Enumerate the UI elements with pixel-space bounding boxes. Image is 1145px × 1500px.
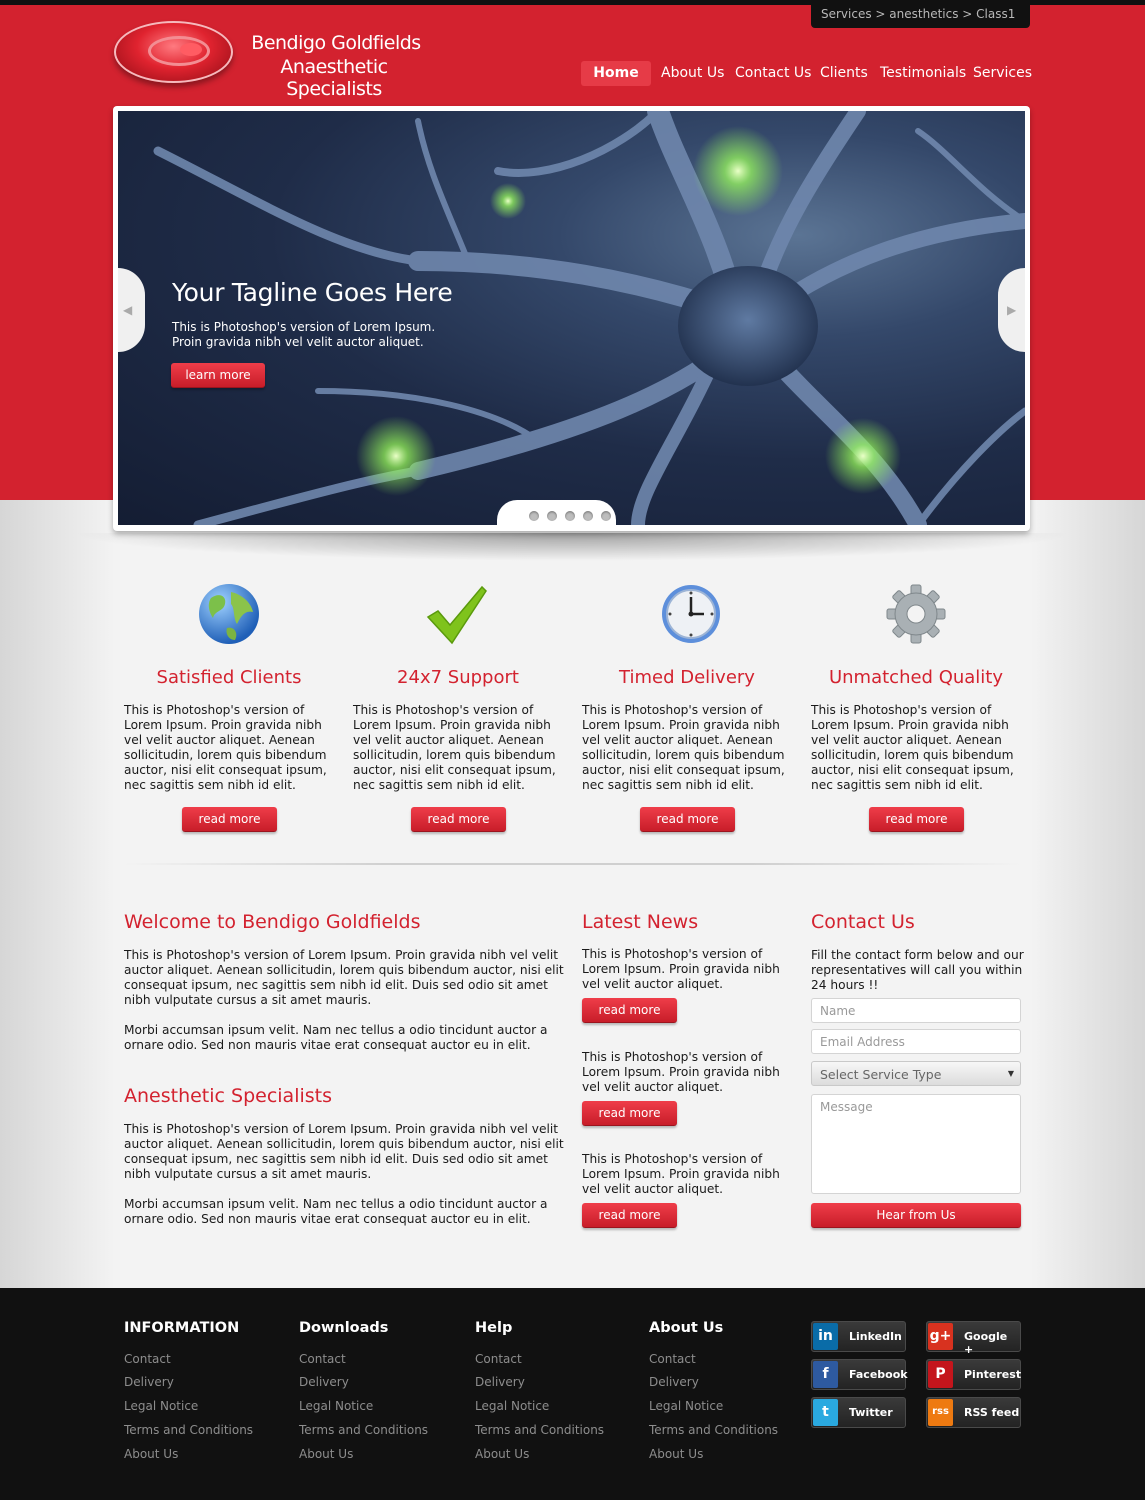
clock-icon <box>660 583 722 645</box>
slider-next-button[interactable] <box>998 268 1025 352</box>
specialists-paragraph: This is Photoshop's version of Lorem Ipsum. Proin gravida nibh vel velit auctor aliquet. Aenean sollicitudin, lorem quis bibendum auctor, nisi elit consequat ipsum, nec sagittis sem nibh id elit. Duis sed odio sit amet nibh vulputate cursus a sit amet mauris. <box>124 1122 564 1181</box>
linkedin-icon: in <box>813 1323 838 1350</box>
twitter-button[interactable] <box>811 1397 906 1428</box>
social-label: Twitter <box>849 1406 893 1419</box>
logo-title: Bendigo Goldfields <box>251 32 421 54</box>
contact-title: Contact Us <box>811 911 915 933</box>
checkmark-icon <box>426 585 488 645</box>
slider-dot[interactable] <box>529 511 539 521</box>
read-more-button[interactable]: read more <box>582 1203 677 1228</box>
read-more-button[interactable]: read more <box>182 807 277 832</box>
welcome-paragraph: Morbi accumsan ipsum velit. Nam nec tellus a odio tincidunt auctor a ornare odio. Sed non mauris vitae erat consequat auctor eu in elit. <box>124 1023 548 1052</box>
neuron-illustration <box>118 111 1025 525</box>
read-more-button[interactable]: read more <box>869 807 964 832</box>
message-field[interactable]: Message <box>811 1094 1021 1194</box>
footer-link[interactable]: Delivery <box>649 1375 699 1389</box>
logo-subtitle: Anaesthetic Specialists <box>280 56 388 100</box>
google-plus-icon: g+ <box>928 1323 953 1350</box>
chevron-down-icon: ▼ <box>1007 1069 1014 1078</box>
footer-col-title: INFORMATION <box>124 1320 240 1336</box>
footer-link[interactable]: About Us <box>124 1447 179 1461</box>
social-label: LinkedIn <box>849 1330 902 1343</box>
social-label: Facebook <box>849 1368 908 1381</box>
arrow-left-icon: ◀ <box>123 303 133 317</box>
feature-text: This is Photoshop's version of Lorem Ipsum. Proin gravida nibh vel velit auctor aliquet. Aenean sollicitudin, lorem quis bibendum auctor, nisi elit consequat ipsum, nec sagittis sem nibh id elit. <box>811 703 1014 792</box>
footer-link[interactable]: Terms and Conditions <box>649 1423 779 1437</box>
service-type-select[interactable] <box>811 1061 1021 1086</box>
nav-clients[interactable]: Clients <box>820 65 868 81</box>
nav-about-us[interactable]: About Us <box>661 65 725 81</box>
footer-link[interactable]: Legal Notice <box>124 1399 199 1413</box>
contact-intro: Fill the contact form below and our representatives will call you within 24 hours !! <box>811 948 1024 992</box>
footer-col-title: Help <box>475 1320 513 1336</box>
read-more-button[interactable]: read more <box>582 1101 677 1126</box>
email-field[interactable]: Email Address <box>811 1029 1021 1054</box>
footer-link[interactable]: Terms and Conditions <box>124 1423 254 1437</box>
feature-text: This is Photoshop's version of Lorem Ipsum. Proin gravida nibh vel velit auctor aliquet. Aenean sollicitudin, lorem quis bibendum auctor, nisi elit consequat ipsum, nec sagittis sem nibh id elit. <box>124 703 327 792</box>
pinterest-icon: P <box>928 1361 953 1388</box>
footer-link[interactable]: Contact <box>649 1352 696 1366</box>
footer-link[interactable]: About Us <box>649 1447 704 1461</box>
read-more-button[interactable]: read more <box>411 807 506 832</box>
nav-testimonials[interactable]: Testimonials <box>880 65 967 81</box>
welcome-title: Welcome to Bendigo Goldfields <box>124 911 421 933</box>
footer-link[interactable]: About Us <box>299 1447 354 1461</box>
rss-icon: rss <box>928 1399 953 1426</box>
footer-link[interactable]: Delivery <box>299 1375 349 1389</box>
social-label: RSS feed <box>964 1406 1020 1419</box>
section-divider <box>124 863 1021 865</box>
footer-link[interactable]: Legal Notice <box>649 1399 724 1413</box>
rss-button[interactable] <box>926 1397 1021 1428</box>
news-item-text: This is Photoshop's version of Lorem Ipsum. Proin gravida nibh vel velit auctor aliquet. <box>582 947 780 991</box>
nav-services[interactable]: Services <box>973 65 1033 81</box>
footer-link[interactable]: Contact <box>475 1352 522 1366</box>
news-item-text: This is Photoshop's version of Lorem Ipsum. Proin gravida nibh vel velit auctor aliquet. <box>582 1050 780 1094</box>
slider-shadow <box>70 533 1075 561</box>
slider-dot[interactable] <box>565 511 575 521</box>
footer-col-title: About Us <box>649 1320 724 1336</box>
arrow-right-icon: ▶ <box>1007 303 1017 317</box>
slider-dot[interactable] <box>601 511 611 521</box>
feature-title-support: 24x7 Support <box>397 667 519 688</box>
footer-link[interactable]: Terms and Conditions <box>475 1423 605 1437</box>
read-more-button[interactable]: read more <box>582 998 677 1023</box>
feature-text: This is Photoshop's version of Lorem Ipsum. Proin gravida nibh vel velit auctor aliquet. Aenean sollicitudin, lorem quis bibendum auctor, nisi elit consequat ipsum, nec sagittis sem nibh id elit. <box>582 703 785 792</box>
footer-link[interactable]: About Us <box>475 1447 530 1461</box>
feature-text: This is Photoshop's version of Lorem Ipsum. Proin gravida nibh vel velit auctor aliquet. Aenean sollicitudin, lorem quis bibendum auctor, nisi elit consequat ipsum, nec sagittis sem nibh id elit. <box>353 703 556 792</box>
nav-home[interactable]: Home <box>581 61 651 86</box>
slider-text: This is Photoshop's version of Lorem Ipsum. Proin gravida nibh vel velit auctor aliquet. <box>172 320 436 349</box>
footer-link[interactable]: Contact <box>299 1352 346 1366</box>
learn-more-button[interactable]: learn more <box>171 363 265 388</box>
service-type-value: Select Service Type <box>820 1067 942 1082</box>
specialists-title: Anesthetic Specialists <box>124 1085 333 1107</box>
linkedin-button[interactable] <box>811 1321 906 1352</box>
read-more-button[interactable]: read more <box>640 807 735 832</box>
footer-link[interactable]: Terms and Conditions <box>299 1423 429 1437</box>
footer-link[interactable]: Legal Notice <box>475 1399 550 1413</box>
footer-link[interactable]: Delivery <box>475 1375 525 1389</box>
facebook-button[interactable] <box>811 1359 906 1390</box>
globe-icon <box>197 582 261 646</box>
hear-from-us-button[interactable]: Hear from Us <box>811 1203 1021 1228</box>
footer-link[interactable]: Delivery <box>124 1375 174 1389</box>
slider-dot[interactable] <box>547 511 557 521</box>
slider-title: Your Tagline Goes Here <box>172 278 453 307</box>
slider-image <box>118 111 1025 525</box>
footer-link[interactable]: Legal Notice <box>299 1399 374 1413</box>
google-plus-button[interactable] <box>926 1321 1021 1356</box>
feature-title-satisfied-clients: Satisfied Clients <box>156 667 302 688</box>
welcome-paragraph: This is Photoshop's version of Lorem Ipsum. Proin gravida nibh vel velit auctor aliquet. Aenean sollicitudin, lorem quis bibendum auctor, nisi elit consequat ipsum, nec sagittis sem nibh id elit. Duis sed odio sit amet nibh vulputate cursus a sit amet mauris. <box>124 948 564 1007</box>
breadcrumb[interactable]: Services > anesthetics > Class1 <box>811 3 1030 28</box>
pinterest-button[interactable] <box>926 1359 1021 1390</box>
news-title: Latest News <box>582 911 699 933</box>
social-label: Google + <box>964 1330 1008 1356</box>
gear-icon <box>885 583 947 645</box>
feature-title-timed-delivery: Timed Delivery <box>619 667 755 688</box>
name-field[interactable]: Name <box>811 998 1021 1023</box>
facebook-icon: f <box>813 1361 838 1388</box>
social-label: Pinterest <box>964 1368 1022 1381</box>
twitter-icon: t <box>813 1399 838 1426</box>
footer-link[interactable]: Contact <box>124 1352 171 1366</box>
specialists-paragraph: Morbi accumsan ipsum velit. Nam nec tellus a odio tincidunt auctor a ornare odio. Sed non mauris vitae erat consequat auctor eu in elit. <box>124 1197 548 1226</box>
news-item-text: This is Photoshop's version of Lorem Ipsum. Proin gravida nibh vel velit auctor aliquet. <box>582 1152 780 1196</box>
slider-dot[interactable] <box>583 511 593 521</box>
footer-col-title: Downloads <box>299 1320 389 1336</box>
nav-contact-us[interactable]: Contact Us <box>735 65 812 81</box>
logo-dot <box>180 43 202 56</box>
feature-title-unmatched-quality: Unmatched Quality <box>828 667 1004 688</box>
